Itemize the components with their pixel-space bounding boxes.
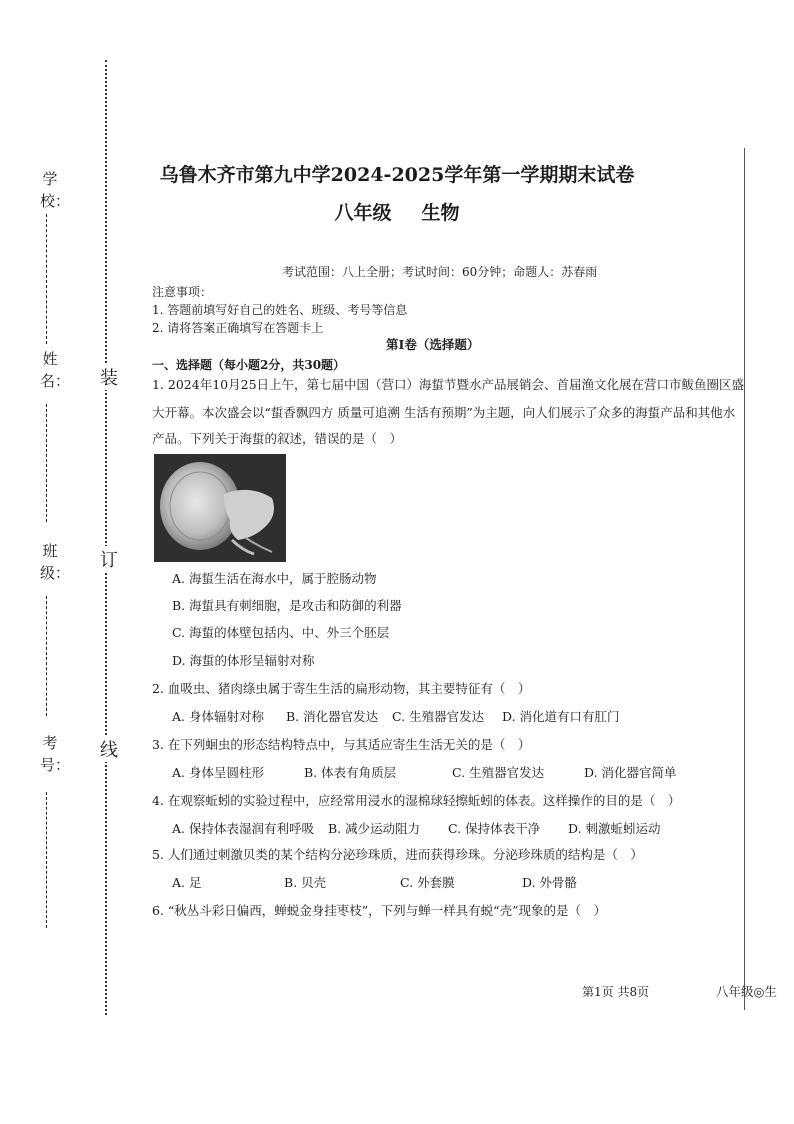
grade-label: 八年级 — [334, 202, 392, 224]
class-label: 班级： — [40, 542, 71, 582]
section-heading: 一、选择题（每小题2分，共30题） — [152, 358, 346, 372]
question-4-option: D. 刺激蚯蚓运动 — [568, 821, 661, 836]
school-dash-line — [46, 214, 47, 344]
question-1-line: 大开幕。本次盛会以“蜇香飘四方 质量可追溯 生活有预期”为主题，向人们展示了众多的海蜇产品和其他水 — [152, 405, 736, 420]
page-number: 第1页 共8页 — [582, 985, 650, 999]
footer-right-label: 八年级◎生 — [716, 984, 777, 999]
question-1-line: 1. 2024年10月25日上午，第七届中国（营口）海蜇节暨水产品展销会、首届渔文化展在营口市鲅鱼圈区盛 — [152, 377, 745, 392]
question-5-option: C. 外套膜 — [400, 875, 455, 890]
name-label: 姓名： — [40, 350, 71, 390]
question-3-option: B. 体表有角质层 — [304, 765, 397, 780]
class-dash-line — [46, 596, 47, 716]
question-3-stem: 3. 在下列蛔虫的形态结构特点中，与其适应寄生生活无关的是（ ） — [152, 737, 531, 752]
question-5-option: D. 外骨骼 — [522, 875, 578, 890]
binding-char-xian: 线 — [100, 736, 118, 762]
name-dash-line — [46, 404, 47, 522]
notice-heading: 注意事项： — [152, 285, 213, 299]
binding-char-ding: 订 — [100, 546, 118, 572]
question-2-option: C. 生殖器官发达 — [392, 709, 485, 724]
question-2-option: B. 消化器官发达 — [286, 709, 379, 724]
part-heading: 第I卷（选择题） — [386, 337, 480, 352]
question-6-stem: 6. “秋丛斗彩日偏西，蝉蜕金身挂枣枝”，下列与蝉一样具有蜕“壳”现象的是（ ） — [152, 903, 606, 918]
question-3-option: D. 消化器官简单 — [584, 765, 677, 780]
subject-label: 生物 — [421, 202, 460, 224]
notice-item: 2. 请将答案正确填写在答题卡上 — [152, 321, 324, 335]
page-right-edge — [744, 148, 745, 1010]
question-4-option: C. 保持体表干净 — [448, 821, 541, 836]
question-4-option: B. 减少运动阻力 — [328, 821, 421, 836]
question-4-option: A. 保持体表湿润有利呼吸 — [172, 821, 314, 836]
number-dash-line — [46, 792, 47, 928]
exam-info: 考试范围：八上全册；考试时间：60分钟；命题人：苏春雨 — [282, 265, 598, 279]
jellyfish-illustration — [154, 454, 286, 562]
binding-char-zhuang: 装 — [100, 364, 118, 390]
notice-item: 1. 答题前填写好自己的姓名、班级、考号等信息 — [152, 303, 408, 317]
question-5-option: A. 足 — [172, 875, 202, 890]
jellyfish-photo — [154, 454, 286, 562]
question-1-option: D. 海蜇的体形呈辐射对称 — [172, 653, 315, 668]
question-1-option: C. 海蜇的体壁包括内、中、外三个胚层 — [172, 625, 390, 640]
question-1-option: B. 海蜇具有刺细胞，是攻击和防御的利器 — [172, 598, 402, 613]
question-2-option: D. 消化道有口有肛门 — [502, 709, 620, 724]
question-3-option: C. 生殖器官发达 — [452, 765, 545, 780]
exam-title: 乌鲁木齐市第九中学2024-2025学年第一学期期末试卷 — [159, 164, 635, 186]
question-3-option: A. 身体呈圆柱形 — [172, 765, 264, 780]
question-2-stem: 2. 血吸虫、猪肉绦虫属于寄生生活的扁形动物，其主要特征有（ ） — [152, 681, 531, 696]
question-1-option: A. 海蜇生活在海水中，属于腔肠动物 — [172, 571, 377, 586]
question-5-stem: 5. 人们通过刺激贝类的某个结构分泌珍珠质，进而获得珍珠。分泌珍珠质的结构是（ ） — [152, 847, 643, 862]
question-4-stem: 4. 在观察蚯蚓的实验过程中，应经常用浸水的湿棉球轻擦蚯蚓的体表。这样操作的目的是（ ） — [152, 793, 681, 808]
school-label: 学校： — [40, 170, 71, 210]
question-2-option: A. 身体辐射对称 — [172, 709, 264, 724]
number-label: 考号： — [40, 734, 71, 774]
question-5-option: B. 贝壳 — [284, 875, 327, 890]
exam-subtitle — [0, 198, 794, 225]
question-1-line: 产品。下列关于海蜇的叙述，错误的是（ ） — [152, 431, 403, 446]
